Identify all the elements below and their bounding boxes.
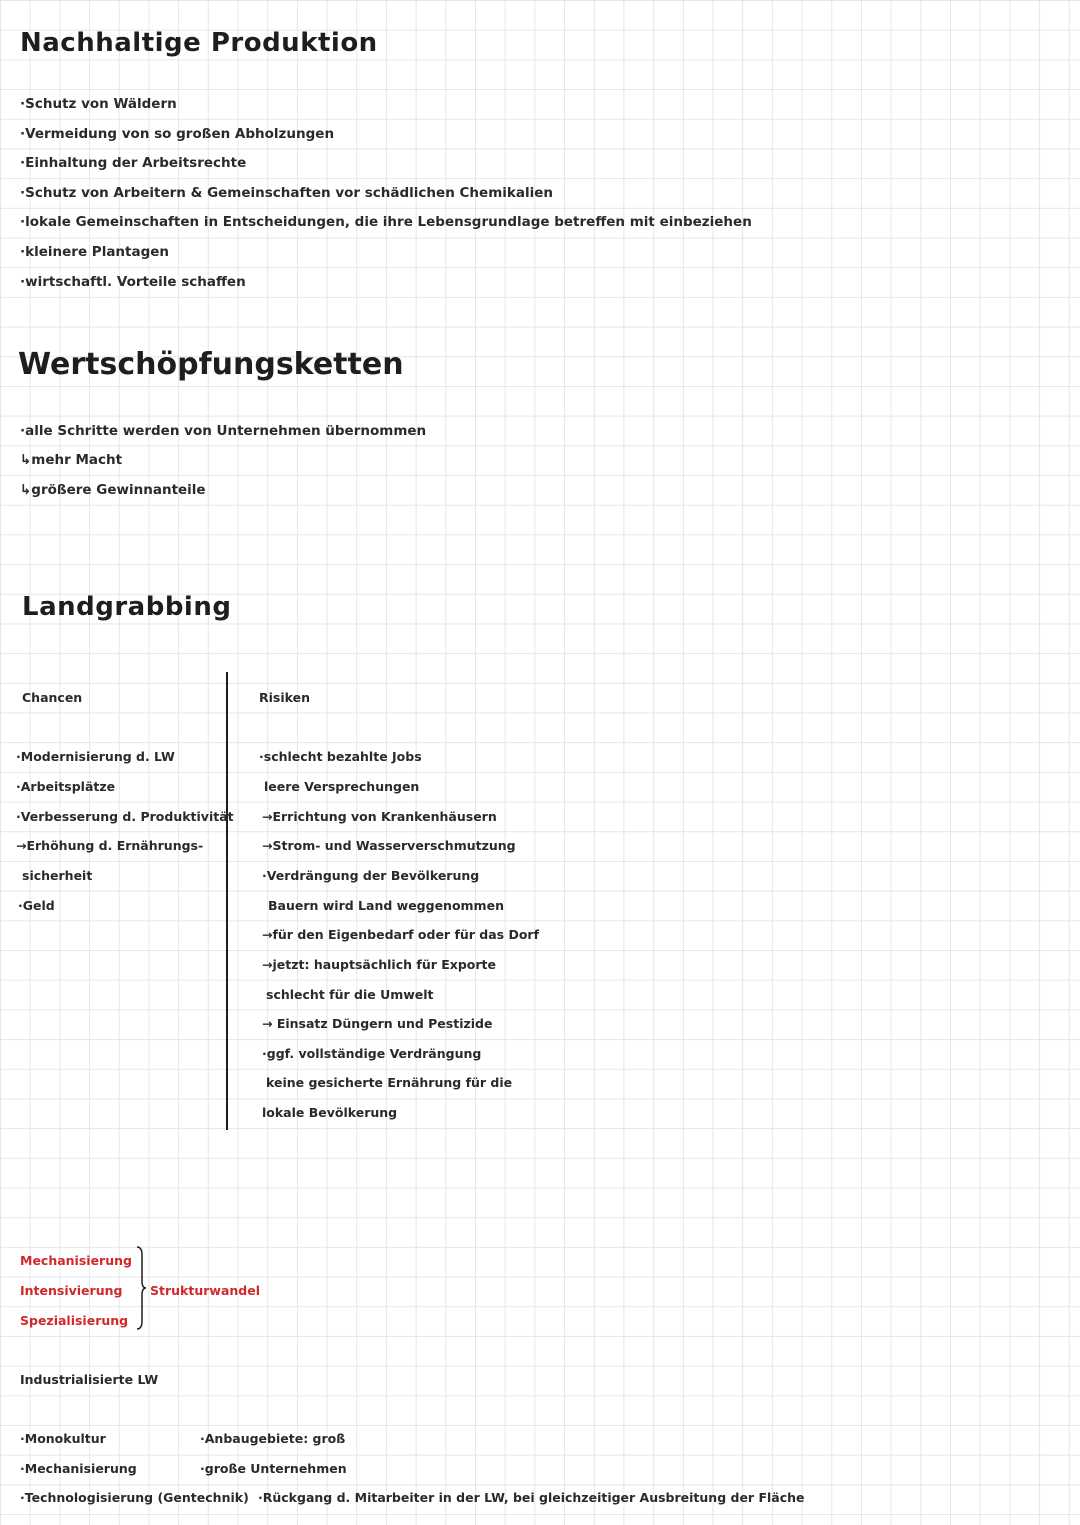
list-item: ·große Unternehmen — [200, 1461, 347, 1476]
subtitle-industrialisierte-lw: Industrialisierte LW — [20, 1372, 159, 1387]
chancen-item: ·Arbeitsplätze — [16, 779, 116, 794]
risiken-item: →Strom- und Wasserverschmutzung — [262, 838, 516, 853]
list-item: ·wirtschaftl. Vorteile schaffen — [20, 274, 246, 290]
risiken-item: leere Versprechungen — [264, 779, 420, 794]
column-divider — [226, 672, 228, 1130]
risiken-item: →Errichtung von Krankenhäusern — [262, 809, 497, 824]
list-item: ·Schutz von Wäldern — [20, 96, 177, 112]
column-header-risiken: Risiken — [259, 690, 310, 705]
chancen-item: ·Verbesserung d. Produktivität — [16, 809, 234, 824]
list-item: ·Rückgang d. Mitarbeiter in der LW, bei gleichzeitiger Ausbreitung der Fläche — [258, 1490, 805, 1505]
risiken-item: →für den Eigenbedarf oder für das Dorf — [262, 927, 540, 942]
red-item-intensivierung: Intensivierung — [20, 1283, 123, 1298]
risiken-item: →jetzt: hauptsächlich für Exporte — [262, 957, 496, 972]
list-item: ·Anbaugebiete: groß — [200, 1431, 346, 1446]
list-item: ·Schutz von Arbeitern & Gemeinschaften vor schädlichen Chemikalien — [20, 185, 553, 201]
list-item: ·lokale Gemeinschaften in Entscheidungen, die ihre Lebensgrundlage betreffen mit einbeziehen — [20, 214, 752, 230]
risiken-item: keine gesicherte Ernährung für die — [266, 1075, 513, 1090]
list-item: ·kleinere Plantagen — [20, 244, 170, 260]
chancen-item: sicherheit — [22, 868, 93, 883]
chancen-item: ·Modernisierung d. LW — [16, 749, 175, 764]
heading-nachhaltige-produktion: Nachhaltige Produktion — [20, 28, 378, 58]
risiken-item: ·schlecht bezahlte Jobs — [259, 749, 422, 764]
risiken-item: Bauern wird Land weggenommen — [268, 898, 504, 913]
list-item: ↳größere Gewinnanteile — [20, 482, 206, 498]
list-item: ↳mehr Macht — [20, 452, 123, 468]
heading-wertschoepfungsketten: Wertschöpfungsketten — [18, 347, 404, 382]
risiken-item: → Einsatz Düngern und Pestizide — [262, 1016, 493, 1031]
risiken-item: ·ggf. vollständige Verdrängung — [262, 1046, 482, 1061]
column-header-chancen: Chancen — [22, 690, 83, 705]
red-item-mechanisierung: Mechanisierung — [20, 1253, 132, 1268]
risiken-item: ·Verdrängung der Bevölkerung — [262, 868, 480, 883]
heading-landgrabbing: Landgrabbing — [22, 592, 232, 622]
list-item: ·Monokultur — [20, 1431, 106, 1446]
risiken-item: lokale Bevölkerung — [262, 1105, 398, 1120]
list-item: ·Einhaltung der Arbeitsrechte — [20, 155, 247, 171]
brace-label-strukturwandel: Strukturwandel — [150, 1283, 260, 1298]
list-item: ·Vermeidung von so großen Abholzungen — [20, 126, 335, 142]
list-item: ·Mechanisierung — [20, 1461, 137, 1476]
list-item: ·Technologisierung (Gentechnik) — [20, 1490, 249, 1505]
risiken-item: schlecht für die Umwelt — [266, 987, 434, 1002]
list-item: ·alle Schritte werden von Unternehmen übernommen — [20, 423, 427, 439]
curly-brace-icon — [136, 1245, 146, 1331]
chancen-item: →Erhöhung d. Ernährungs- — [16, 838, 204, 853]
chancen-item: ·Geld — [18, 898, 55, 913]
red-item-spezialisierung: Spezialisierung — [20, 1313, 129, 1328]
